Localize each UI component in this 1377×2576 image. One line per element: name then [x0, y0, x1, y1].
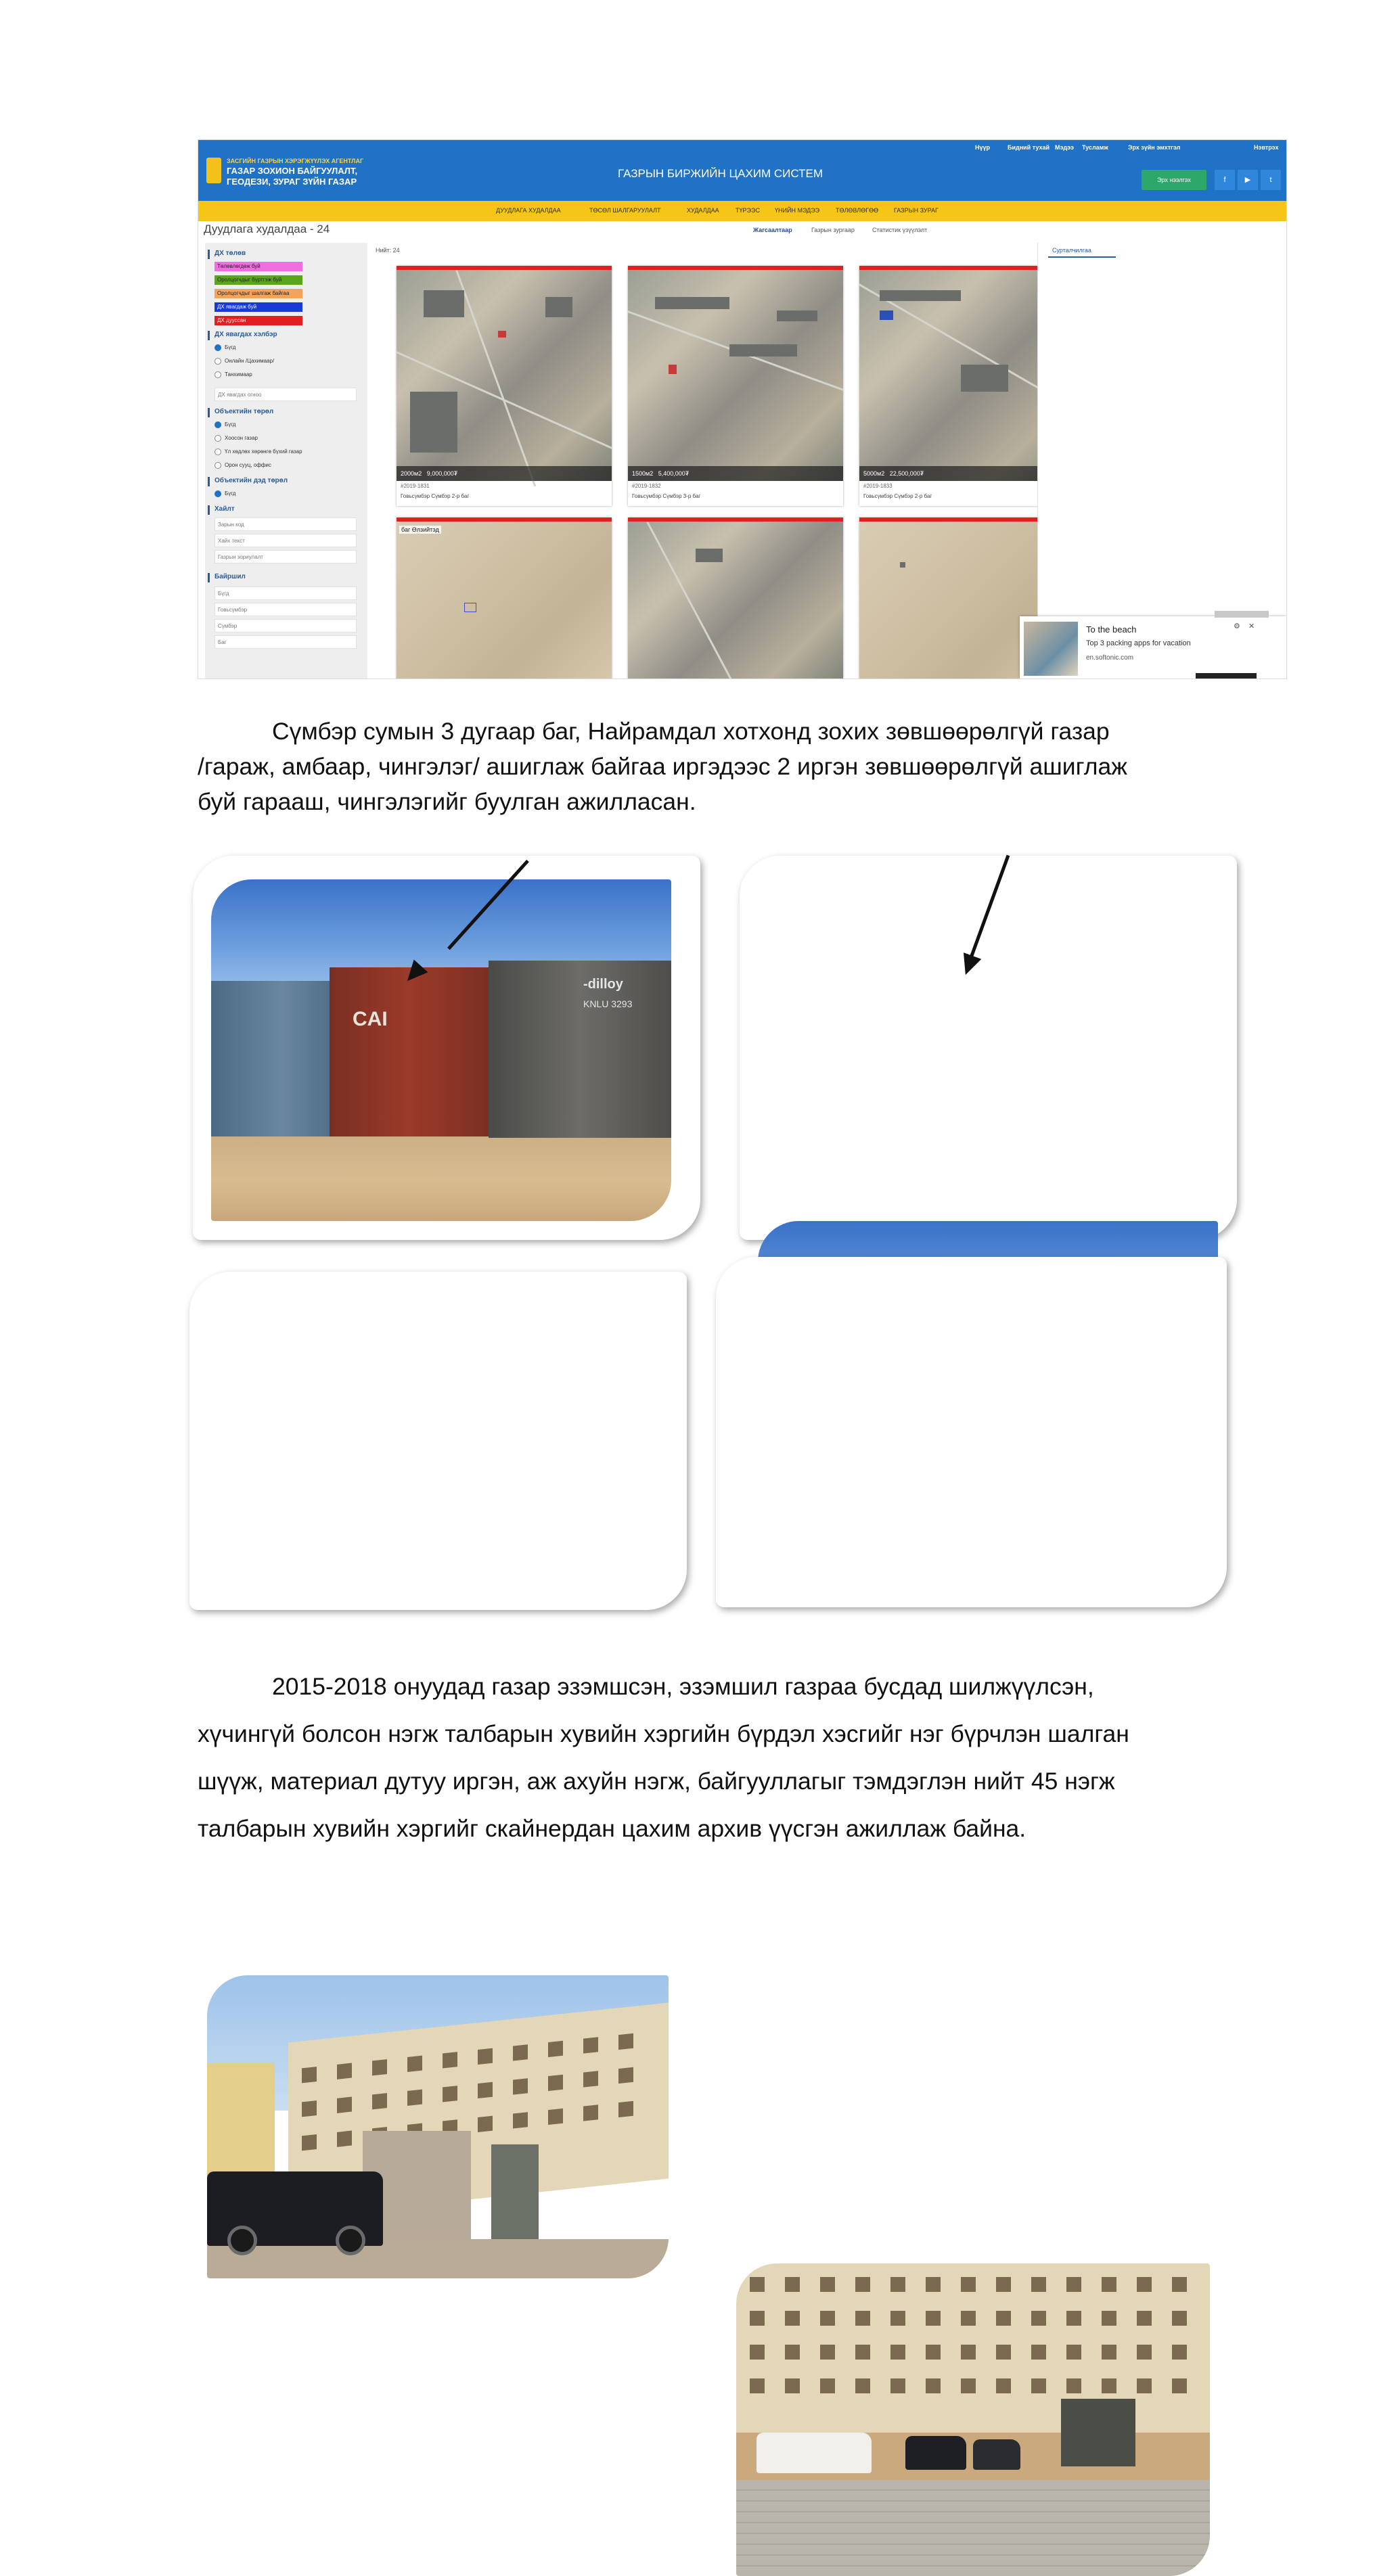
format-option-label: Бүгд: [225, 344, 236, 351]
gear-icon[interactable]: ⚙: [1234, 622, 1240, 630]
card-location: Говьсүмбэр Сүмбэр 2-р баг: [863, 493, 932, 499]
youtube-icon[interactable]: ▶: [1238, 170, 1258, 190]
close-icon[interactable]: ✕: [1248, 622, 1255, 630]
section-marker: [208, 331, 210, 340]
auction-card[interactable]: [628, 266, 843, 506]
paragraph-line: 2015-2018 онуудад газар эзэмшсэн, эзэмшил газраа бусдад шилжүүлсэн,: [272, 1673, 1094, 1700]
auction-card[interactable]: [628, 518, 843, 679]
white-car: [757, 2433, 872, 2473]
ad-popup[interactable]: [1020, 616, 1286, 678]
nav-sale[interactable]: ХУДАЛДАА: [687, 207, 719, 214]
photo-apartment-cars: [736, 2263, 1210, 2576]
land-purpose-select[interactable]: Газрын зориулалт: [215, 550, 357, 564]
card-location: Говьсүмбэр Сүмбэр 2-р баг: [401, 493, 470, 499]
auction-card[interactable]: [397, 266, 612, 506]
object-option-real-estate[interactable]: [215, 448, 302, 455]
section-marker: [208, 477, 210, 486]
tab-map-view[interactable]: Газрын зургаар: [811, 227, 855, 233]
container-number-text: KNLU 3293: [583, 998, 633, 1009]
section-marker: [208, 250, 210, 259]
radio-icon[interactable]: [215, 448, 221, 455]
format-option-hall[interactable]: [215, 371, 252, 378]
location-select-soum[interactable]: Сүмбэр: [215, 619, 357, 632]
card-code: #2019-1831: [401, 483, 430, 489]
subtype-option-all[interactable]: [215, 490, 235, 497]
nav-price-info[interactable]: ҮНИЙН МЭДЭЭ: [775, 207, 820, 214]
satellite-image: [397, 270, 612, 481]
agency-line-1: ЗАСГИЙН ГАЗРЫН ХЭРЭГЖҮҮЛЭХ АГЕНТЛАГ: [227, 158, 364, 164]
format-option-online[interactable]: [215, 358, 274, 365]
status-chip-registering[interactable]: Оролцогчдыг бүртгэж буй: [215, 275, 302, 285]
twitter-icon[interactable]: t: [1261, 170, 1281, 190]
paragraph-2: [198, 1663, 1286, 1852]
card-area: 1500м2: [632, 470, 654, 477]
nav-map[interactable]: ГАЗРЫН ЗУРАГ: [894, 207, 939, 214]
search-heading: Хайлт: [215, 505, 235, 513]
top-link-home[interactable]: Нүүр: [975, 144, 991, 151]
ad-grey-bar: [1215, 611, 1269, 618]
register-button[interactable]: Эрх нээлгэх: [1142, 170, 1206, 190]
window-row: [750, 2311, 1196, 2326]
ad-url[interactable]: en.softonic.com: [1086, 654, 1134, 662]
ad-panel: [1037, 243, 1219, 678]
object-type-heading: Объектийн төрөл: [215, 408, 274, 415]
agency-line-2: ГАЗАР ЗОХИОН БАЙГУУЛАЛТ,: [227, 166, 358, 176]
nav-plan[interactable]: ТӨЛӨВЛӨГӨӨ: [836, 207, 879, 214]
grey-container: [489, 961, 671, 1138]
radio-icon[interactable]: [215, 358, 221, 365]
wheel: [336, 2226, 365, 2255]
status-heading: ДХ төлөв: [215, 250, 246, 257]
status-chip-planned[interactable]: Төлөвлөгдөж буй: [215, 262, 302, 271]
container-logo-text: CAI: [353, 1008, 388, 1030]
card-location: Говьсүмбэр Сүмбэр 3-р баг: [632, 493, 701, 499]
section-marker: [208, 505, 210, 515]
result-count: Нийт: 24: [376, 247, 400, 254]
status-chip-ongoing[interactable]: ДХ явагдаж буй: [215, 302, 302, 312]
radio-icon[interactable]: [215, 435, 221, 442]
radio-icon[interactable]: [215, 462, 221, 469]
dark-car: [905, 2436, 966, 2470]
card-info-strip: [628, 466, 843, 481]
window-row: [750, 2277, 1196, 2292]
top-link-help[interactable]: Тусламж: [1082, 144, 1108, 151]
section-marker: [208, 573, 210, 582]
dark-car: [973, 2439, 1020, 2470]
blue-container: [211, 981, 330, 1136]
location-heading: Байршил: [215, 573, 246, 580]
ad-thumbnail: [1024, 622, 1078, 676]
format-option-label: Танхимаар: [225, 371, 252, 378]
object-option-label: Хоосон газар: [225, 435, 258, 442]
auction-date-input[interactable]: ДХ явагдах огноо: [215, 388, 357, 401]
auction-card[interactable]: [397, 518, 612, 679]
status-chip-checking[interactable]: Оролцогчдыг шалгаж байгаа: [215, 289, 302, 298]
status-chip-finished[interactable]: ДХ дууссан: [215, 316, 302, 325]
nav-project-selection[interactable]: ТӨСӨЛ ШАЛГАРУУЛАЛТ: [589, 207, 661, 214]
card-price: 5,400,000₮: [658, 470, 690, 477]
main-nav: [198, 201, 1286, 221]
photo-frame: [716, 1257, 1227, 1607]
card-area: 5000м2: [863, 470, 885, 477]
format-option-all[interactable]: [215, 344, 235, 351]
card-code: #2019-1832: [632, 483, 661, 489]
paved-sidewalk: [736, 2480, 1210, 2576]
paragraph-line: шүүж, материал дутуу иргэн, аж ахуйн нэгж, байгууллагыг тэмдэглэн нийт 45 нэгж: [198, 1768, 1115, 1795]
parcel-outline: [464, 603, 476, 612]
object-option-apartment[interactable]: [215, 462, 271, 469]
satellite-image: [628, 522, 843, 679]
object-option-label: Бүгд: [225, 421, 236, 428]
object-option-all[interactable]: [215, 421, 235, 428]
wheel: [227, 2226, 257, 2255]
top-link-news[interactable]: Мэдээ: [1055, 144, 1075, 151]
active-tab-underline: [1048, 256, 1116, 258]
format-heading: ДХ явагдах хэлбэр: [215, 331, 277, 338]
object-option-empty-land[interactable]: [215, 435, 258, 442]
radio-selected-icon[interactable]: [215, 421, 221, 428]
card-area: 2000м2: [401, 470, 422, 477]
section-marker: [208, 408, 210, 417]
embedded-website-screenshot: [198, 139, 1287, 679]
nav-rent[interactable]: ТҮРЭЭС: [736, 207, 760, 214]
paragraph-line: буй гарааш, чингэлэгийг буулган ажилласан.: [198, 788, 696, 815]
site-header: [198, 140, 1286, 201]
window-row: [750, 2378, 1196, 2393]
ad-dark-bar: [1196, 673, 1257, 678]
paragraph-line: /гараж, амбаар, чингэлэг/ ашиглаж байгаа иргэдээс 2 иргэн зөвшөөрөлгүй ашиглаж: [198, 753, 1127, 780]
soyombo-emblem-icon: [206, 158, 221, 183]
filter-sidebar: [205, 243, 367, 678]
object-option-label: Үл хөдлөх хөрөнгө бүхий газар: [225, 448, 302, 455]
object-option-label: Орон сууц, оффис: [225, 462, 271, 469]
photo-frame: [189, 1272, 687, 1610]
paragraph-line: Сүмбэр сумын 3 дугаар баг, Найрамдал хотхонд зохих зөвшөөрөлгүй газар: [272, 718, 1110, 745]
tab-advertising[interactable]: Сурталчилгаа: [1052, 247, 1091, 254]
format-option-label: Онлайн /Цахимаар/: [225, 358, 275, 365]
card-info-strip: [397, 466, 612, 481]
subtype-option-label: Бүгд: [225, 490, 236, 497]
subtype-heading: Объектийн дэд төрөл: [215, 477, 288, 484]
radio-selected-icon[interactable]: [215, 490, 221, 497]
site-title: ГАЗРЫН БИРЖИЙН ЦАХИМ СИСТЕМ: [618, 167, 823, 180]
ad-subtitle: Top 3 packing apps for vacation: [1086, 639, 1191, 647]
radio-icon[interactable]: [215, 371, 221, 378]
location-select-bag[interactable]: Баг: [215, 635, 357, 649]
card-code: #2019-1833: [863, 483, 893, 489]
paragraph-1: [198, 714, 1286, 819]
paragraph-line: талбарын хувийн хэргийг скайнердан цахим архив үүсгэн ажиллаж байна.: [198, 1815, 1026, 1842]
photo-apartment-suv: [207, 1975, 669, 2278]
top-link-legal[interactable]: Эрх зүйн эмхтгэл: [1128, 144, 1181, 151]
search-text-input[interactable]: Хайх текст: [215, 534, 357, 547]
card-price: 22,500,000₮: [889, 470, 924, 477]
location-select-all[interactable]: Бүгд: [215, 586, 357, 600]
metal-shed: [1061, 2399, 1135, 2466]
page-heading: Дуудлага худалдаа - 24: [204, 223, 330, 235]
card-price: 9,000,000₮: [426, 470, 458, 477]
radio-selected-icon[interactable]: [215, 344, 221, 351]
ad-title[interactable]: To the beach: [1086, 624, 1137, 635]
location-select-province[interactable]: Говьсүмбэр: [215, 603, 357, 616]
satellite-image: [397, 522, 612, 679]
card-overlay-label: баг Өлзийтэд: [399, 526, 441, 534]
top-link-login[interactable]: Нэвтрэх: [1254, 144, 1279, 151]
tab-statistics[interactable]: Статистик үзүүлэлт: [872, 227, 928, 233]
nav-auction[interactable]: ДУУДЛАГА ХУДАЛДАА: [496, 207, 561, 214]
paragraph-line: хүчингүй болсон нэгж талбарын хувийн хэргийн бүрдэл хэсгийг нэг бүрчлэн шалган: [198, 1720, 1129, 1747]
satellite-image: [628, 270, 843, 481]
tab-list-view[interactable]: Жагсаалтаар: [753, 227, 792, 233]
agency-line-3: ГЕОДЕЗИ, ЗУРАГ ЗҮЙН ГАЗАР: [227, 177, 357, 187]
top-link-about[interactable]: Бидний тухай: [1008, 144, 1050, 151]
facebook-icon[interactable]: f: [1215, 170, 1235, 190]
red-container: [330, 967, 489, 1136]
ad-code-input[interactable]: Зарын код: [215, 518, 357, 531]
container-brand-text: -dilloy: [583, 977, 623, 992]
window-row: [750, 2345, 1196, 2360]
photo-containers: [211, 879, 671, 1221]
